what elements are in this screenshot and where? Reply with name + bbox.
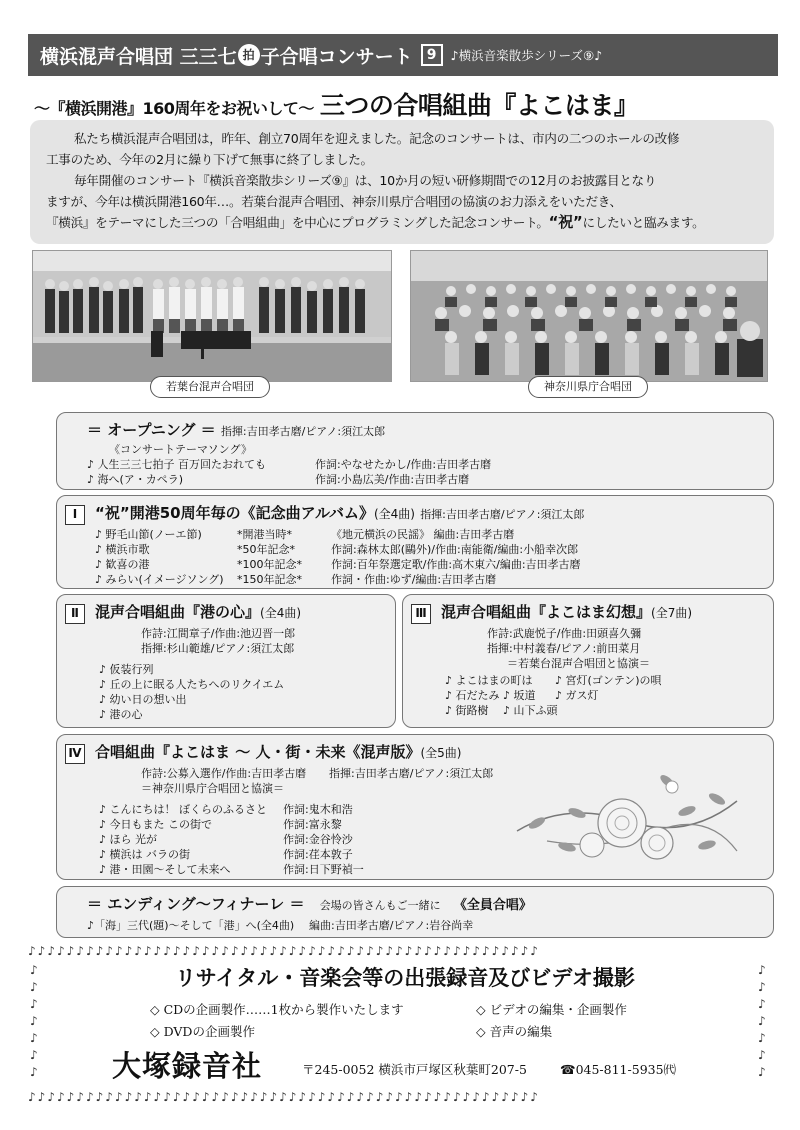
song-credit: 作詞:小島広美/作曲:吉田孝古磨 xyxy=(315,473,470,486)
song-title: ♪ 山下ふ頭 xyxy=(503,704,558,717)
choir-photo-right-image xyxy=(411,251,768,382)
section-3-title: 混声合唱組曲『よこはま幻想』 xyxy=(441,603,652,621)
section-3-heading xyxy=(411,601,773,624)
section-4-count: (全5曲) xyxy=(420,746,462,760)
concert-title-bar xyxy=(28,34,778,76)
section-1-number: Ⅰ xyxy=(65,505,85,525)
song-title: ♪ 歓喜の港 xyxy=(95,558,150,571)
ending-title: ＝ エンディング〜フィナーレ ＝ xyxy=(87,895,305,913)
song-title: ♪ ガス灯 xyxy=(555,689,599,702)
song-title: ♪ 野毛山節(ノーエ節) xyxy=(95,528,202,541)
song-credit: 作詞:富永黎 xyxy=(283,818,342,831)
section-3-item-row xyxy=(445,703,773,718)
photo-caption-left: 若葉台混声合唱団 xyxy=(150,376,270,398)
concert-title-part1: 横浜混声合唱団 三三七 xyxy=(40,45,237,68)
section-2-item: ♪ 仮装行列 xyxy=(99,663,154,676)
ad-feature: ◇ CDの企画製作……1枚から製作いたします xyxy=(150,1002,404,1017)
section-3-number: Ⅲ xyxy=(411,604,431,624)
song-credit: 作詞・作曲:ゆず/編曲:吉田孝古磨 xyxy=(331,573,497,586)
clap-stamp-icon: 拍 xyxy=(238,44,260,66)
choir-photo-kanagawa xyxy=(410,250,768,382)
section-2-count: (全4曲) xyxy=(260,606,302,620)
ending-item xyxy=(87,918,773,933)
song-title: ♪ 街路樹 xyxy=(445,704,489,717)
music-note-border-left-icon: ♪ ♪ ♪ ♪ ♪ ♪ ♪ xyxy=(30,963,38,1079)
section-2-item: ♪ 幼い日の想い出 xyxy=(99,693,187,706)
ad-feature: ◇ 音声の編集 xyxy=(476,1024,553,1039)
opening-section xyxy=(56,412,774,490)
song-title: ♪「海」三代(題)〜そして「港」へ(全4曲) xyxy=(87,919,295,932)
opening-item xyxy=(87,472,773,487)
section-4-collab: ＝神奈川県庁合唱団と協演＝ xyxy=(141,782,284,795)
intro-line: ますが、今年は横浜開港160年…。若葉台混声合唱団、神奈川県庁合唱団の協演のお力添えをいただき、 xyxy=(46,194,622,209)
ad-feature: ◇ DVDの企画製作 xyxy=(150,1024,255,1039)
intro-text: にしたいと臨みます。 xyxy=(582,215,705,230)
song-credit: 作詞:森林太郎(鷗外)/作曲:南能衛/編曲:小船幸次郎 xyxy=(331,543,579,556)
section-3 xyxy=(402,594,774,728)
section-1-director: 指揮:吉田孝古磨/ピアノ:須江太郎 xyxy=(420,508,585,521)
section-3-count: (全7曲) xyxy=(651,606,693,620)
section-3-credit: 作詩:武鹿悦子/作曲:田頭喜久彌 xyxy=(487,627,642,640)
opening-heading xyxy=(87,419,773,440)
song-title: ♪ 横浜市歌 xyxy=(95,543,150,556)
subtitle-lead: 〜『横浜開港』160周年をお祝いして〜 xyxy=(34,99,314,118)
song-title: ♪ ほら 光が xyxy=(99,833,158,846)
intro-panel xyxy=(30,120,774,244)
subtitle-main: 三つの合唱組曲『よこはま』 xyxy=(319,91,639,120)
song-credit: 作詞:鬼木和浩 xyxy=(283,803,353,816)
song-title: ♪ よこはまの町は xyxy=(445,674,533,687)
section-3-collab: ＝若葉台混声合唱団と協演＝ xyxy=(507,657,650,670)
opening-director: 指揮:吉田孝古磨/ピアノ:須江太郎 xyxy=(220,425,386,438)
song-note: *100年記念* xyxy=(237,558,302,571)
section-1-item xyxy=(95,557,773,572)
company-name: 大塚録音社 xyxy=(112,1049,263,1083)
rose-decoration-icon xyxy=(507,761,747,873)
ad-headline: リサイタル・音楽会等の出張録音及びビデオ撮影 xyxy=(175,966,635,990)
section-2-item: ♪ 丘の上に眠る人たちへのリクイエム xyxy=(99,678,285,691)
song-credit: 作詞:百年祭選定歌/作曲:高木東六/編曲:吉田孝古磨 xyxy=(331,558,581,571)
section-1-heading xyxy=(65,502,773,525)
section-3-item-row xyxy=(445,673,773,688)
song-note: *150年記念* xyxy=(237,573,302,586)
photo-caption-right: 神奈川県庁合唱団 xyxy=(528,376,648,398)
company-phone: ☎045-811-5935㈹ xyxy=(560,1062,677,1077)
celebration-mark: “祝” xyxy=(548,213,583,231)
section-1-item xyxy=(95,527,773,542)
section-4-title: 合唱組曲『よこはま 〜 人・街・未来《混声版》 xyxy=(95,743,421,761)
choir-photo-wakabadai xyxy=(32,250,392,382)
section-2-title: 混声合唱組曲『港の心』 xyxy=(95,603,261,621)
song-title: ♪ 今日もまた この街で xyxy=(99,818,213,831)
song-note: *50年記念* xyxy=(237,543,295,556)
song-title: ♪ 海へ(ア・カペラ) xyxy=(87,473,184,486)
section-4-number: Ⅳ xyxy=(65,744,85,764)
song-credit: 編曲:吉田孝古磨/ピアノ:岩谷尚幸 xyxy=(309,919,474,932)
song-title: ♪ 石だたみ xyxy=(445,689,500,702)
song-title: ♪ 坂道 xyxy=(503,689,536,702)
intro-line xyxy=(46,212,760,233)
section-4-credit: 指揮:吉田孝古磨/ピアノ:須江太郎 xyxy=(329,767,494,780)
opening-title: ＝ オープニング ＝ xyxy=(87,421,216,439)
section-1-count: (全4曲) xyxy=(373,507,415,521)
section-2-item: ♪ 港の心 xyxy=(99,708,143,721)
song-title: ♪ みらい(イメージソング) xyxy=(95,573,224,586)
series-label: ♪横浜音楽散歩シリーズ⑨♪ xyxy=(450,48,603,63)
section-2 xyxy=(56,594,396,728)
song-note: *開港当時* xyxy=(237,528,292,541)
opening-subtitle: 《コンサートテーマソング》 xyxy=(109,443,252,456)
intro-line: 私たち横浜混声合唱団は，昨年、創立70周年を迎えました。記念のコンサートは、市内の二つのホールの改修 xyxy=(74,131,680,146)
song-title: ♪ 宮灯(ゴンテン)の唄 xyxy=(555,674,662,687)
song-credit: 作詞:金谷怜沙 xyxy=(283,833,353,846)
music-note-border-bottom-icon: ♪♪♪♪♪♪♪♪♪♪♪♪♪♪♪♪♪♪♪♪♪♪♪♪♪♪♪♪♪♪♪♪♪♪♪♪♪♪♪♪♪♪♪♪♪♪♪♪♪♪♪♪♪ xyxy=(28,1090,540,1104)
section-1-item xyxy=(95,542,773,557)
song-credit: 《地元横浜の民謡》 編曲:吉田孝古磨 xyxy=(331,528,515,541)
company-address: 〒245-0052 横浜市戸塚区秋葉町207-5 xyxy=(302,1062,527,1077)
section-2-heading xyxy=(65,601,395,624)
section-1 xyxy=(56,495,774,589)
song-title: ♪ こんにちは！ ぼくらのふるさと xyxy=(99,803,268,816)
subtitle xyxy=(34,86,782,122)
music-note-border-top-icon: ♪♪♪♪♪♪♪♪♪♪♪♪♪♪♪♪♪♪♪♪♪♪♪♪♪♪♪♪♪♪♪♪♪♪♪♪♪♪♪♪♪♪♪♪♪♪♪♪♪♪♪♪♪ xyxy=(28,944,540,958)
ending-lead: 会場の皆さんもご一緒に xyxy=(319,899,441,912)
ad-feature: ◇ ビデオの編集・企画製作 xyxy=(476,1002,627,1017)
music-note-border-right-icon: ♪ ♪ ♪ ♪ ♪ ♪ ♪ xyxy=(758,963,766,1079)
section-2-credit: 作詩:江間章子/作曲:池辺晋一郎 xyxy=(141,627,296,640)
song-title: ♪ 横浜は バラの街 xyxy=(99,848,191,861)
section-1-title: “祝”開港50周年毎の《記念曲アルバム》 xyxy=(95,504,374,522)
section-4 xyxy=(56,734,774,880)
song-credit: 作詞:荏本敦子 xyxy=(283,848,353,861)
concert-number-badge: 9 xyxy=(421,44,443,66)
song-credit: 作詞:やなせたかし/作曲:吉田孝古磨 xyxy=(315,458,492,471)
section-2-credit: 指揮:杉山範雄/ピアノ:須江太郎 xyxy=(141,642,295,655)
opening-item xyxy=(87,457,773,472)
section-3-credit: 指揮:中村義春/ピアノ:前田菜月 xyxy=(487,642,641,655)
section-2-number: Ⅱ xyxy=(65,604,85,624)
section-3-item-row xyxy=(445,688,773,703)
section-4-credit: 作詩:公募入選作/作曲:吉田孝古磨 xyxy=(141,767,307,780)
intro-line: 毎年開催のコンサート『横浜音楽散歩シリーズ⑨』は、10か月の短い研修期間での12月のお披露目となり xyxy=(74,173,657,188)
song-title: ♪ 人生三三七拍子 百万回たおれても xyxy=(87,458,267,471)
intro-line: 工事のため、今年の2月に繰り下げて無事に終了しました。 xyxy=(46,152,373,167)
ending-main: 《全員合唱》 xyxy=(453,898,532,913)
song-credit: 作詞:日下野禎一 xyxy=(283,863,364,876)
choir-photo-left-image xyxy=(33,251,392,382)
concert-title-part2: 子合唱コンサート xyxy=(260,45,413,68)
intro-text: 『横浜』をテーマにした三つの「合唱組曲」を中心にプログラミングした記念コンサート。 xyxy=(46,215,549,230)
song-title: ♪ 港・田園〜そして未来へ xyxy=(99,863,231,876)
section-1-item xyxy=(95,572,773,587)
ending-heading xyxy=(87,893,773,914)
ending-section xyxy=(56,886,774,938)
